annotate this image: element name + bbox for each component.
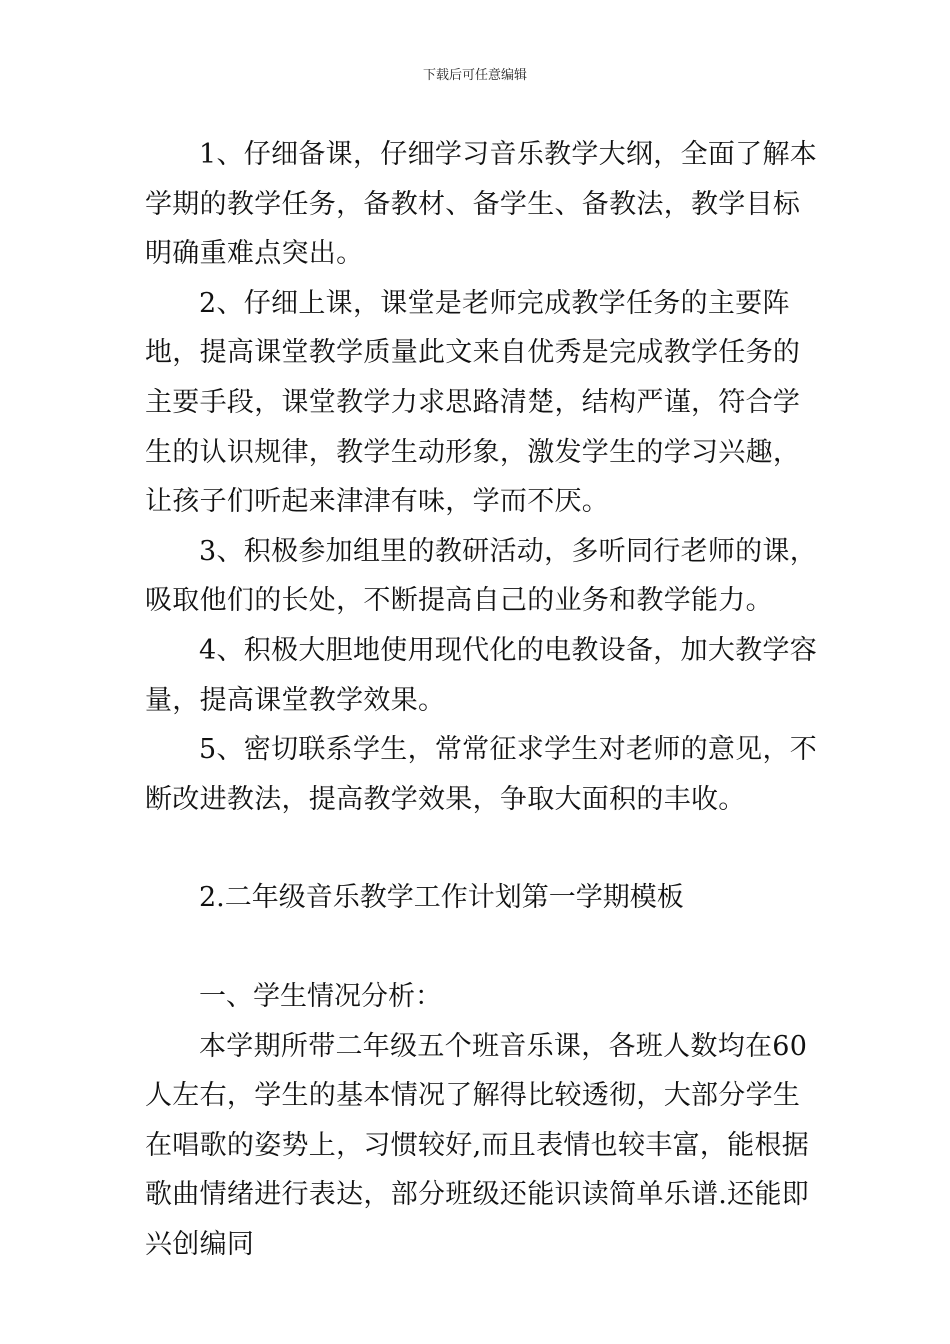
subsection-title: 一、学生情况分析： — [199, 980, 442, 1012]
spacer — [145, 824, 825, 873]
page-header: 下载后可任意编辑 — [422, 68, 527, 83]
paragraph-3: 3、积极参加组里的教研活动，多听同行老师的课，吸取他们的长处，不断提高自己的业务和教学能力。 — [145, 535, 818, 617]
spacer — [145, 923, 825, 972]
paragraph-1: 1、仔细备课，仔细学习音乐教学大纲，全面了解本学期的教学任务，备教材、备学生、备教法，教学目标明确重难点突出。 — [145, 139, 818, 270]
document-body — [145, 130, 825, 1269]
paragraph-2: 2、仔细上课，课堂是老师完成教学任务的主要阵地，提高课堂教学质量此文来自优秀是完成教学任务的主要手段，课堂教学力求思路清楚，结构严谨，符合学生的认识规律，教学生动形象，激发学生的学习兴趣，让孩子们听起来津津有味，学而不厌。 — [145, 287, 801, 518]
paragraph-4: 4、积极大胆地使用现代化的电教设备，加大教学容量，提高课堂教学效果。 — [145, 634, 818, 716]
analysis-paragraph: 本学期所带二年级五个班音乐课，各班人数均在60人左右，学生的基本情况了解得比较透彻，大部分学生在唱歌的姿势上，习惯较好,而且表情也较丰富，能根据歌曲情绪进行表达，部分班级还能识读简单乐谱.还能即兴创编同 — [145, 1030, 810, 1260]
paragraph-5: 5、密切联系学生，常常征求学生对老师的意见，不断改进教法，提高教学效果，争取大面积的丰收。 — [145, 734, 818, 815]
section-title: 2.二年级音乐教学工作计划第一学期模板 — [199, 882, 684, 914]
